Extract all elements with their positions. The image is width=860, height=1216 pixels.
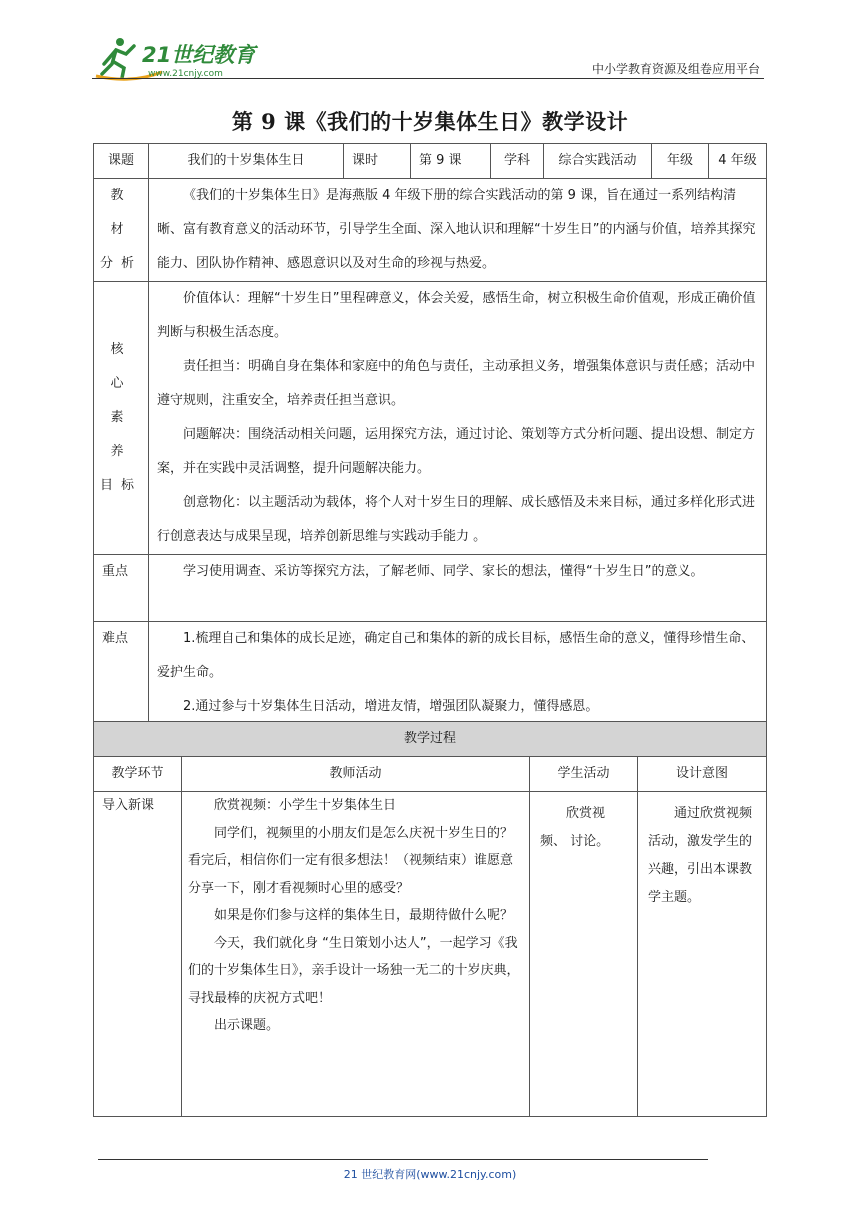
header-divider	[92, 78, 764, 79]
teacher-line: 同学们，视频里的小朋友们是怎么庆祝十岁生日的？看完后，相信你们一定有很多想法！（视频结束）谁愿意分享一下，刚才看视频时心里的感受？	[188, 825, 514, 896]
teacher-activity-cell	[182, 792, 530, 1117]
design-intent-cell: 通过欣赏视频活动，激发学生的兴趣，引出本课教学主题。	[638, 792, 767, 1117]
topic-label: 课题	[94, 144, 149, 179]
goal-item: 创意物化：以主题活动为载体，将个人对十岁生日的理解、成长感悟及未来目标，通过多样化形式进行创意表达与成果呈现，培养创新思维与实践动手能力 。	[157, 495, 756, 544]
period-label: 课时	[344, 144, 411, 179]
subject-label: 学科	[491, 144, 544, 179]
column-header-stage: 教学环节	[94, 757, 182, 792]
difficulty-item: 2.通过参与十岁集体生日活动，增进友情，增强团队凝聚力，懂得感恩。	[183, 699, 599, 714]
teaching-process-table	[93, 721, 767, 1117]
difficulty-item: 1.梳理自己和集体的成长足迹，确定自己和集体的新的成长目标，感悟生命的意义，懂得珍惜生命、爱护生命。	[157, 631, 755, 680]
goals-text	[149, 282, 767, 555]
grade-label: 年级	[652, 144, 709, 179]
goal-item: 问题解决：围绕活动相关问题，运用探究方法，通过讨论、策划等方式分析问题、提出设想、制定方案，并在实践中灵活调整，提升问题解决能力。	[157, 427, 756, 476]
lesson-info-table	[93, 143, 767, 725]
student-activity-cell: 欣赏视频、 讨论。	[530, 792, 638, 1117]
subject-value: 综合实践活动	[544, 144, 652, 179]
topic-value: 我们的十岁集体生日	[149, 144, 344, 179]
teacher-line: 今天，我们就化身 “生日策划小达人”，一起学习《我们的十岁集体生日》，亲手设计一场独一无二的十岁庆典，寻找最棒的庆祝方式吧！	[188, 935, 520, 1006]
logo-url: www.21cnjy.com	[148, 69, 223, 79]
page-title: 第 9 课《我们的十岁集体生日》教学设计	[231, 109, 629, 134]
teacher-line: 欣赏视频：小学生十岁集体生日	[214, 798, 397, 813]
logo-text: 21世纪教育	[142, 43, 256, 67]
key-point-text: 学习使用调查、采访等探究方法，了解老师、同学、家长的想法，懂得“十岁生日”的意义。	[149, 555, 767, 622]
period-value: 第 9 课	[411, 144, 491, 179]
goals-label: 核 心 素 养 目标	[94, 282, 149, 555]
goal-item: 价值体认：理解“十岁生日”里程碑意义，体会关爱，感悟生命，树立积极生命价值观，形成正确价值判断与积极生活态度。	[157, 291, 756, 340]
teacher-line: 如果是你们参与这样的集体生日，最期待做什么呢？	[214, 908, 514, 923]
difficulty-text	[149, 622, 767, 725]
site-logo	[92, 34, 272, 84]
column-header-student: 学生活动	[530, 757, 638, 792]
key-point-label: 重点	[94, 555, 149, 622]
column-header-intent: 设计意图	[638, 757, 767, 792]
column-header-teacher: 教师活动	[182, 757, 530, 792]
difficulty-label: 难点	[94, 622, 149, 725]
stage-cell: 导入新课	[94, 792, 182, 1117]
process-heading: 教学过程	[94, 722, 767, 757]
grade-value: 4 年级	[709, 144, 767, 179]
analysis-text: 《我们的十岁集体生日》是海燕版 4 年级下册的综合实践活动的第 9 课，旨在通过一系列结构清晰、富有教育意义的活动环节，引导学生全面、深入地认识和理解“十岁生日”的内涵与价值，培养其探究能力、团队协作精神、感恩意识以及对生命的珍视与热爱。	[149, 179, 767, 282]
goal-item: 责任担当：明确自身在集体和家庭中的角色与责任，主动承担义务，增强集体意识与责任感；活动中遵守规则，注重安全，培养责任担当意识。	[157, 359, 756, 408]
teacher-line: 出示课题。	[214, 1018, 280, 1033]
footer-divider	[98, 1159, 708, 1160]
analysis-label: 教 材 分析	[94, 179, 149, 282]
platform-name: 中小学教育资源及组卷应用平台	[591, 62, 760, 76]
footer-text: 21 世纪教育网(www.21cnjy.com)	[343, 1168, 517, 1181]
